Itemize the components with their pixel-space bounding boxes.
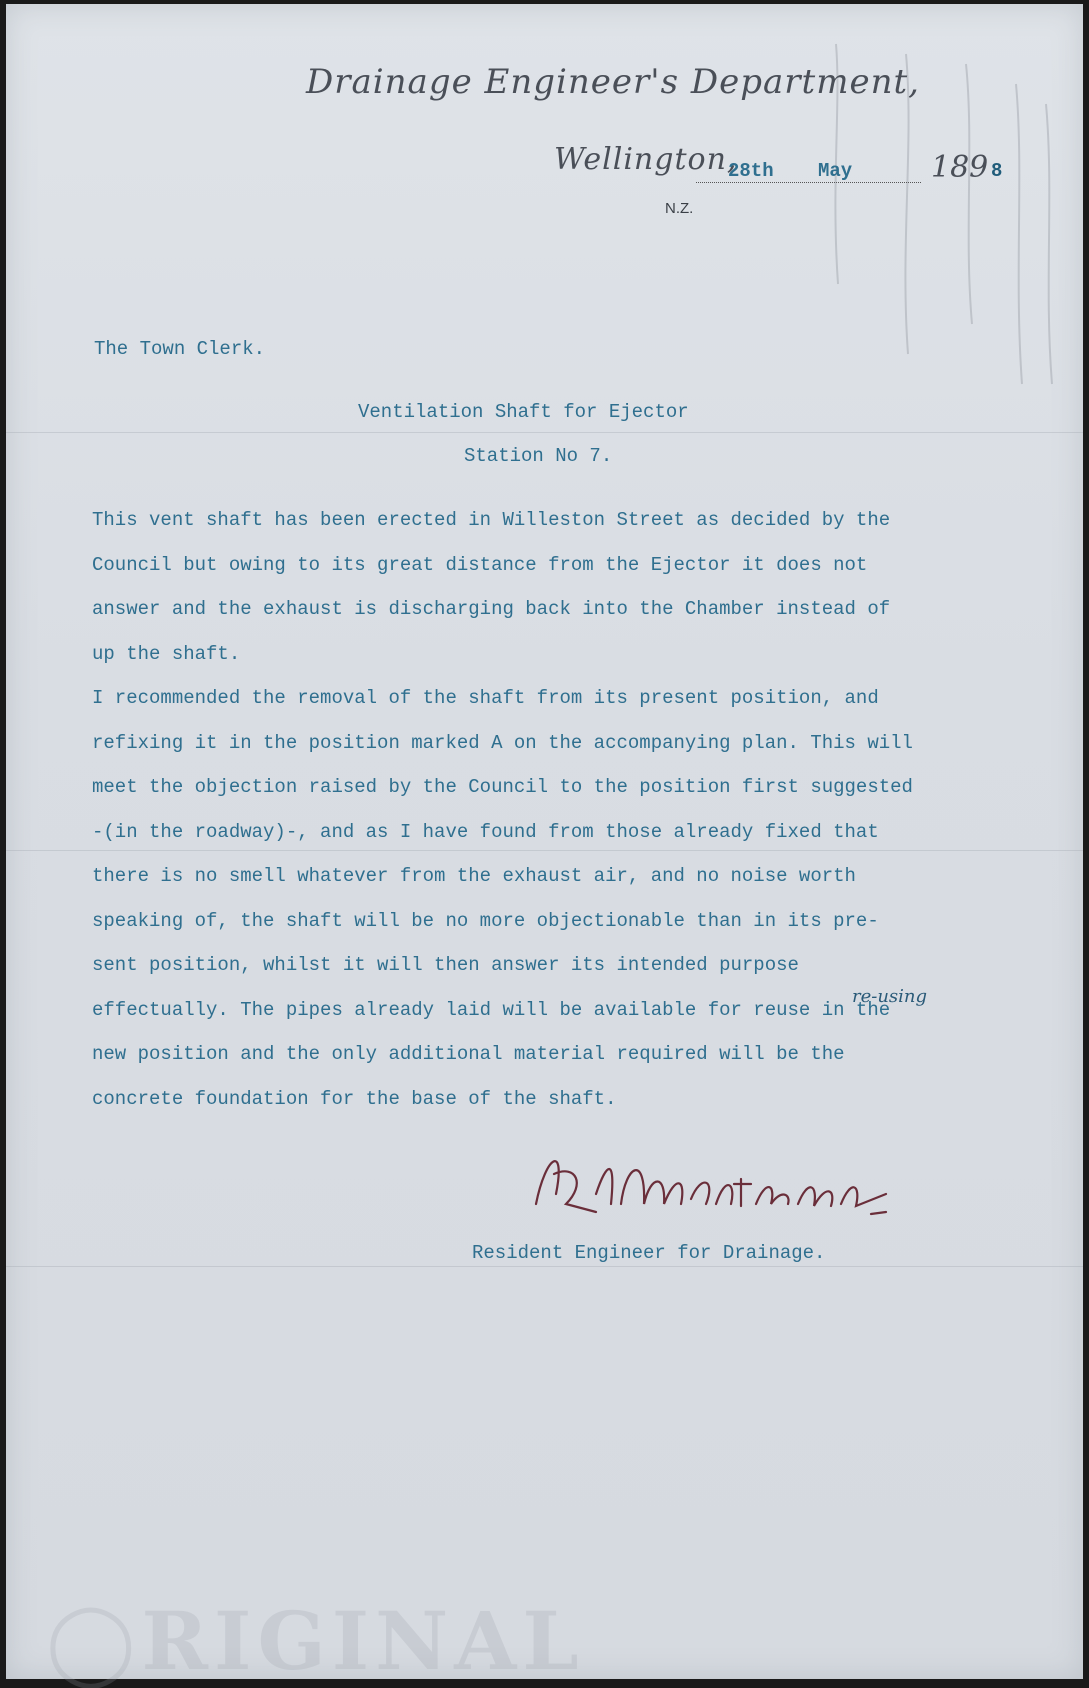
body-line: new position and the only additional material required will be the xyxy=(92,1043,845,1065)
body-line: there is no smell whatever from the exhaust air, and no noise worth xyxy=(92,865,856,887)
date-underline xyxy=(696,182,921,183)
letter-sheet xyxy=(6,4,1083,1688)
handwritten-correction: re-using xyxy=(852,986,928,1007)
body-line: sent position, whilst it will then answer its intended purpose xyxy=(92,954,799,976)
subject-line-2: Station No 7. xyxy=(464,445,613,467)
handwritten-signature xyxy=(526,1134,906,1224)
place-heading: Wellington, xyxy=(554,142,738,177)
year-prefix: 189 xyxy=(931,150,989,185)
body-line: I recommended the removal of the shaft from its present position, and xyxy=(92,687,879,709)
body-line: This vent shaft has been erected in Willeston Street as decided by the xyxy=(92,509,891,531)
recipient: The Town Clerk. xyxy=(94,338,266,360)
subject-line-1: Ventilation Shaft for Ejector xyxy=(358,401,689,423)
country-label: N.Z. xyxy=(665,200,694,217)
body-line: answer and the exhaust is discharging back into the Chamber instead of xyxy=(92,598,891,620)
department-heading: Drainage Engineer's Department, xyxy=(306,62,920,102)
body-line: refixing it in the position marked A on the accompanying plan. This will xyxy=(92,731,913,754)
body-line: Council but owing to its great distance from the Ejector it does not xyxy=(92,553,868,576)
watermark: ◯RIGINAL xyxy=(46,1594,585,1688)
date-day: 28th xyxy=(728,160,774,182)
body-line: meet the objection raised by the Council to the position first suggested xyxy=(92,776,913,798)
body-line: up the shaft. xyxy=(92,642,241,665)
signature-title: Resident Engineer for Drainage. xyxy=(472,1242,826,1264)
date-month: May xyxy=(818,160,853,182)
paragraph-1 xyxy=(92,498,1052,676)
year-digit: 8 xyxy=(991,160,1003,182)
paragraph-2 xyxy=(92,676,1052,1121)
fold-line xyxy=(6,1266,1083,1267)
fold-line xyxy=(6,432,1083,433)
body-line: effectually. The pipes already laid will be available for reuse in the xyxy=(92,998,891,1021)
body-line: concrete foundation for the base of the shaft. xyxy=(92,1087,617,1110)
body-line: speaking of, the shaft will be no more objectionable than in its pre- xyxy=(92,909,879,932)
body-line: -(in the roadway)-, and as I have found from those already fixed that xyxy=(92,820,879,843)
